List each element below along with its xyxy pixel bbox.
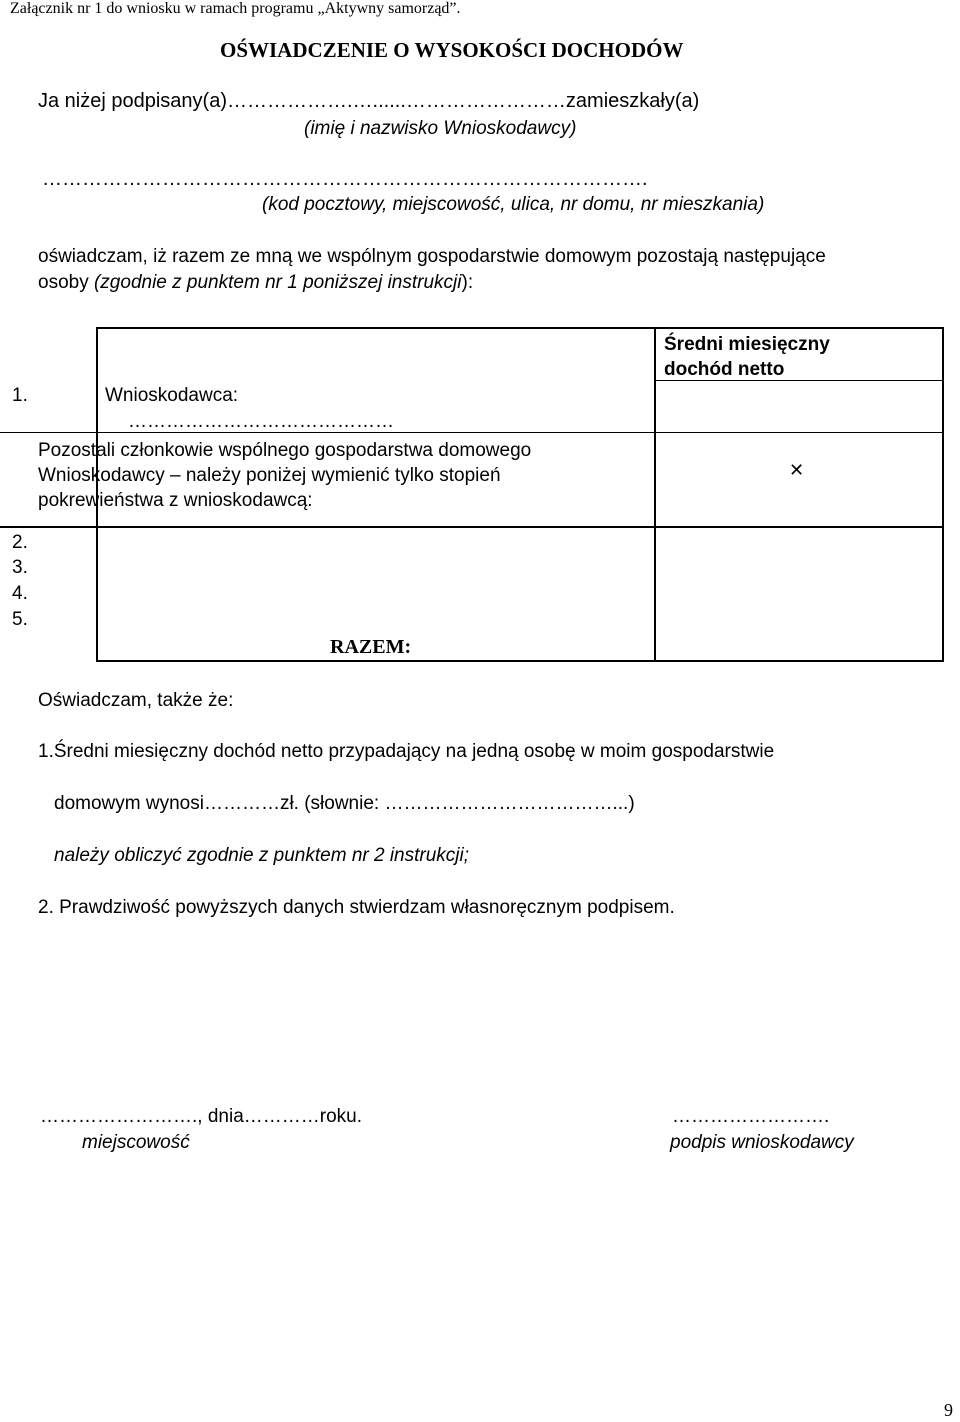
row-number-3: 3. (12, 557, 28, 578)
declaration-heading: Oświadczam, także że: (38, 690, 234, 711)
page-number: 9 (944, 1400, 953, 1420)
name-caption: (imię i nazwisko Wnioskodawcy) (304, 118, 577, 139)
row-number-2: 2. (12, 532, 28, 553)
declarant-label: Ja niżej podpisany(a) (38, 90, 227, 112)
income-column-divider (654, 327, 656, 662)
total-label: RAZEM: (330, 636, 412, 658)
cross-icon: ✕ (789, 460, 805, 480)
row-number-1: 1. (12, 385, 28, 406)
signature-field[interactable]: ……………………. (672, 1106, 830, 1127)
income-words-field[interactable]: ………………………………... (384, 793, 629, 814)
declarant-line (38, 90, 699, 113)
instruction-reference: (zgodnie z punktem nr 1 poniższej instrukcji (93, 272, 462, 293)
attachment-note: Załącznik nr 1 do wniosku w ramach programu „Aktywny samorząd”. (10, 0, 461, 17)
truthfulness-statement: 2. Prawdziwość powyższych danych stwierdzam własnoręcznym podpisem. (38, 897, 675, 918)
address-caption: (kod pocztowy, miejscowość, ulica, nr domu, nr mieszkania) (262, 194, 765, 215)
document-title: OŚWIADCZENIE O WYSOKOŚCI DOCHODÓW (220, 38, 684, 62)
row-number-4: 4. (12, 583, 28, 604)
members-divider (0, 526, 944, 528)
paragraph-end: ): (461, 272, 474, 293)
name-field[interactable]: ……………….…......…………………… (227, 90, 566, 112)
income-statement-line1: 1.Średni miesięczny dochód netto przypadający na jedną osobę w moim gospodarstwie (38, 741, 775, 762)
members-instruction (38, 438, 531, 513)
income-words-label: zł. (słownie: (279, 793, 385, 814)
table-border-top (96, 327, 944, 329)
income-amount-field[interactable]: ………… (203, 793, 280, 814)
income-statement-line2 (54, 793, 635, 815)
income-header-line1: Średni miesięczny (664, 334, 830, 355)
income-words-close: ) (628, 793, 635, 814)
persons-word: osoby (38, 272, 94, 293)
declaration-paragraph-line1: oświadczam, iż razem ze mną we wspólnym gospodarstwie domowym pozostają następujące (38, 246, 826, 267)
calculation-note: należy obliczyć zgodnie z punktem nr 2 instrukcji; (54, 845, 470, 866)
income-header (664, 332, 830, 382)
applicant-name-field[interactable]: …………………………………… (128, 411, 394, 432)
members-line-2: Wnioskodawcy – należy poniżej wymienić tylko stopień (38, 465, 501, 486)
table-border-bottom (96, 660, 944, 662)
income-header-line2: dochód netto (664, 359, 785, 380)
row-number-5: 5. (12, 609, 28, 630)
place-date-field[interactable]: ……………………., dnia…………roku. (40, 1106, 362, 1127)
residence-label: zamieszkały(a) (565, 90, 700, 112)
place-caption: miejscowość (82, 1132, 190, 1153)
address-field[interactable]: ………………………………………………………………………………. (42, 168, 648, 190)
members-line-3: pokrewieństwa z wnioskodawcą: (38, 490, 313, 511)
members-line-1: Pozostali członkowie wspólnego gospodarstwa domowego (38, 440, 532, 461)
income-amount-label: domowym wynosi (54, 793, 204, 814)
applicant-label: Wnioskodawca: (105, 385, 239, 406)
declaration-paragraph-line2 (38, 272, 473, 294)
table-border-right (942, 327, 944, 662)
signature-caption: podpis wnioskodawcy (670, 1132, 854, 1153)
